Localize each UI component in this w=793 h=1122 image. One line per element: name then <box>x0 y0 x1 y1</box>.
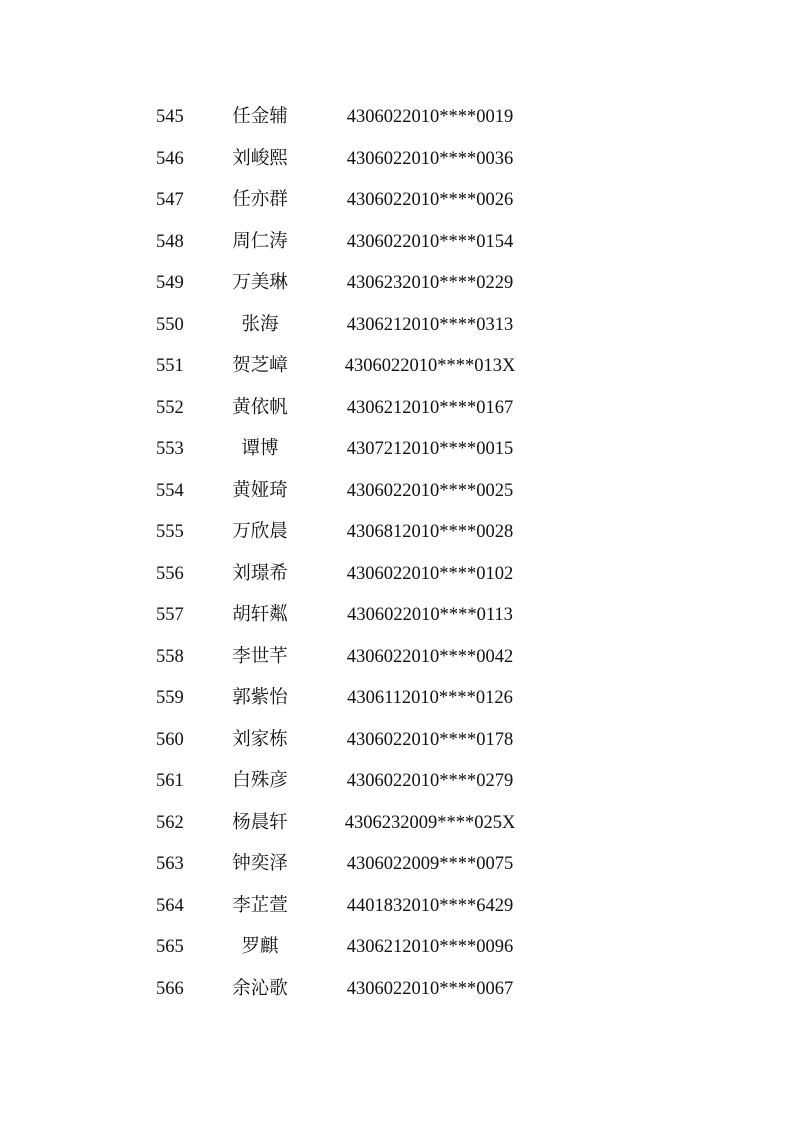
row-number: 549 <box>156 273 184 293</box>
id-number: 4306232009****025X <box>344 812 516 833</box>
row-number: 547 <box>156 190 184 210</box>
id-number: 4306022010****0279 <box>346 771 514 791</box>
row-number: 565 <box>156 937 184 957</box>
id-number: 4306022009****0075 <box>346 854 514 874</box>
id-number: 4306212010****0167 <box>346 397 514 418</box>
id-number: 4306212010****0313 <box>346 314 514 335</box>
list-item <box>0 471 793 513</box>
row-number: 552 <box>156 397 184 418</box>
student-name: 李世芊 <box>232 646 288 667</box>
row-number: 562 <box>156 812 184 833</box>
list-item <box>0 720 793 762</box>
row-number: 560 <box>156 729 184 750</box>
student-name: 任亦群 <box>232 190 288 210</box>
list-item <box>0 180 793 222</box>
list-item <box>0 554 793 596</box>
id-number: 4306022010****0154 <box>346 231 514 252</box>
list-item <box>0 761 793 803</box>
list-item <box>0 803 793 845</box>
id-number: 4306022010****0113 <box>347 605 513 625</box>
id-number: 4306112010****0126 <box>347 688 513 708</box>
list-item <box>0 595 793 637</box>
student-name: 罗麒 <box>241 937 279 957</box>
student-name: 黄娅琦 <box>232 480 288 501</box>
row-number: 563 <box>156 854 184 874</box>
list-item <box>0 222 793 264</box>
id-number: 4306812010****0028 <box>346 522 514 542</box>
list-item <box>0 139 793 181</box>
student-name: 任金辅 <box>232 107 288 127</box>
list-item <box>0 886 793 928</box>
list-item <box>0 927 793 969</box>
roster-list <box>0 97 793 1010</box>
student-name: 李芷萱 <box>232 895 288 916</box>
id-number: 4306022010****0102 <box>346 563 514 584</box>
row-number: 548 <box>156 231 184 252</box>
student-name: 万欣晨 <box>232 522 288 542</box>
student-name: 贺芝嶂 <box>232 356 288 376</box>
student-name: 谭博 <box>241 439 279 459</box>
row-number: 555 <box>156 522 184 542</box>
student-name: 黄依帆 <box>232 397 288 418</box>
id-number: 4306232010****0229 <box>346 273 514 293</box>
row-number: 546 <box>156 148 184 169</box>
list-item <box>0 969 793 1011</box>
student-name: 白殊彦 <box>232 771 288 791</box>
row-number: 554 <box>156 480 184 501</box>
id-number: 4306022010****013X <box>344 356 516 376</box>
id-number: 4307212010****0015 <box>346 439 514 459</box>
student-name: 余沁歌 <box>232 978 288 999</box>
student-name: 刘峻熙 <box>232 148 288 169</box>
list-item <box>0 97 793 139</box>
student-name: 钟奕泽 <box>232 854 288 874</box>
list-item <box>0 346 793 388</box>
list-item <box>0 305 793 347</box>
id-number: 4306022010****0178 <box>346 729 514 750</box>
id-number: 4306022010****0067 <box>346 978 514 999</box>
list-item <box>0 678 793 720</box>
student-name: 周仁涛 <box>232 231 288 252</box>
list-item <box>0 263 793 305</box>
student-name: 杨晨轩 <box>232 812 288 833</box>
student-name: 胡轩粼 <box>232 605 288 625</box>
id-number: 4306022010****0042 <box>346 646 514 667</box>
row-number: 558 <box>156 646 184 667</box>
row-number: 550 <box>156 314 184 335</box>
list-item <box>0 637 793 679</box>
id-number: 4306022010****0026 <box>346 190 514 210</box>
row-number: 564 <box>156 895 184 916</box>
row-number: 557 <box>156 605 184 625</box>
row-number: 556 <box>156 563 184 584</box>
student-name: 张海 <box>241 314 279 335</box>
id-number: 4306022010****0025 <box>346 480 514 501</box>
row-number: 559 <box>156 688 184 708</box>
list-item <box>0 512 793 554</box>
student-name: 刘家栋 <box>232 729 288 750</box>
list-item <box>0 844 793 886</box>
id-number: 4306212010****0096 <box>346 937 514 957</box>
row-number: 553 <box>156 439 184 459</box>
student-name: 郭紫怡 <box>232 688 288 708</box>
id-number: 4306022010****0036 <box>346 148 514 169</box>
row-number: 545 <box>156 107 184 127</box>
student-name: 万美琳 <box>232 273 288 293</box>
id-number: 4401832010****6429 <box>346 895 514 916</box>
row-number: 551 <box>156 356 184 376</box>
list-item <box>0 429 793 471</box>
id-number: 4306022010****0019 <box>346 107 514 127</box>
row-number: 561 <box>156 771 184 791</box>
list-item <box>0 388 793 430</box>
student-name: 刘璟希 <box>232 563 288 584</box>
row-number: 566 <box>156 978 184 999</box>
